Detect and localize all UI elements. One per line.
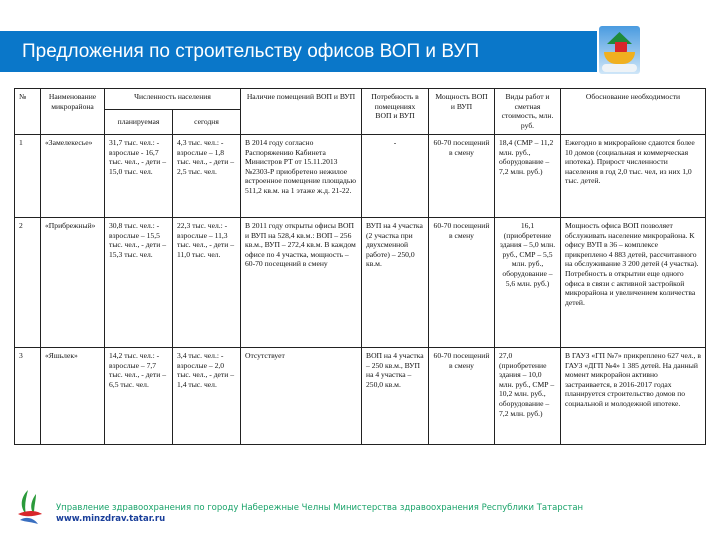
cell-capacity: 60-70 посещений в смену — [429, 135, 495, 218]
proposals-table — [14, 88, 706, 445]
table-row — [15, 348, 706, 445]
cell-need: - — [362, 135, 429, 218]
cell-today: 4,3 тыс. чел.: - взрослые – 1,8 тыс. чел., - дети – 2,5 тыс. чел. — [173, 135, 241, 218]
header-population: Численность населения — [105, 89, 241, 110]
cell-today: 22,3 тыс. чел.: - взрослые – 11,3 тыс. чел., - дети – 11,0 тыс. чел. — [173, 218, 241, 348]
header-capacity: Мощность ВОП и ВУП — [429, 89, 495, 135]
cell-capacity: 60-70 посещений в смену — [429, 348, 495, 445]
cell-premises: В 2011 году открыты офисы ВОП и ВУП на 528,4 кв.м.: ВОП – 256 кв.м., ВУП – 272,4 кв.м. В каждом офисе по 4 участка, мощность – 60-70 посещений в смену — [241, 218, 362, 348]
cell-name: «Прибрежный» — [41, 218, 105, 348]
footer — [56, 503, 583, 525]
cell-planned: 31,7 тыс. чел.: - взрослые - 16,7 тыс. чел., - дети – 15,0 тыс. чел. — [105, 135, 173, 218]
coat-of-arms-logo — [599, 26, 640, 74]
cell-premises: Отсутствует — [241, 348, 362, 445]
header-works: Виды работ и сметная стоимость, млн. руб. — [495, 89, 561, 135]
cell-name: «Замелекесье» — [41, 135, 105, 218]
cell-justification: В ГАУЗ «ГП №7» прикреплено 627 чел., в ГАУЗ «ДГП №4» 1 385 детей. На данный момент микрорайон активно застраивается, в 2016-2017 годах планируется строительство домов по социальной и молодежной ипотеке. — [561, 348, 706, 445]
cell-works: 27,0 (приобретение здания – 10,0 млн. руб., СМР – 10,2 млн. руб., оборудование – 7,2 млн. руб.) — [495, 348, 561, 445]
page-title: Предложения по строительству офисов ВОП и ВУП — [0, 31, 597, 72]
cell-name: «Яшьлек» — [41, 348, 105, 445]
header-premises: Наличие помещений ВОП и ВУП — [241, 89, 362, 135]
cell-need: ВУП на 4 участка (2 участка при двухсменной работе) – 250,0 кв.м. — [362, 218, 429, 348]
cell-need: ВОП на 4 участка – 250 кв.м., ВУП на 4 участка – 250,0 кв.м. — [362, 348, 429, 445]
header-row — [15, 89, 706, 110]
cell-justification: Мощность офиса ВОП позволяет обслуживать население микрорайона. К офису ВУП в 36 – комплексе прикреплено 4 883 детей, рассчитанного на обслуживание 3 200 детей (4 участка). Потребность в открытии еще одного офиса в связи с активной застройкой микрорайона и увеличением количества детей. — [561, 218, 706, 348]
cell-works: 18,4 (СМР – 11,2 млн. руб., оборудование – 7,2 млн. руб.) — [495, 135, 561, 218]
cell-num: 2 — [15, 218, 41, 348]
footer-organization: Управление здравоохранения по городу Набережные Челны Министерства здравоохранения Республики Татарстан — [56, 503, 584, 513]
header-name: Наименование микрорайона — [41, 89, 105, 135]
cell-capacity: 60-70 посещений в смену — [429, 218, 495, 348]
ministry-logo-icon — [14, 488, 44, 530]
cell-justification: Ежегодно в микрорайоне сдаются более 10 домов (социальная и коммерческая ипотека). Прирост численности населения в год 2,0 тыс. чел, из них 1,0 тыс. детей. — [561, 135, 706, 218]
header-num: № — [15, 89, 41, 135]
cell-works: 16,1 (приобретение здания – 5,0 млн. руб., СМР – 5,5 млн. руб., оборудование – 5,6 млн. руб.) — [495, 218, 561, 348]
cell-num: 3 — [15, 348, 41, 445]
cell-num: 1 — [15, 135, 41, 218]
cell-planned: 30,8 тыс. чел.: - взрослые – 15,5 тыс. чел., - дети – 15,3 тыс. чел. — [105, 218, 173, 348]
cell-today: 3,4 тыс. чел.: - взрослые – 2,0 тыс. чел., - дети – 1,4 тыс. чел. — [173, 348, 241, 445]
header-today: сегодня — [173, 110, 241, 135]
table-row — [15, 135, 706, 218]
header-need: Потребность в помещениях ВОП и ВУП — [362, 89, 429, 135]
table-row — [15, 218, 706, 348]
header-justification: Обоснование необходимости — [561, 89, 706, 135]
cell-planned: 14,2 тыс. чел.: - взрослые – 7,7 тыс. чел., - дети – 6,5 тыс. чел. — [105, 348, 173, 445]
header-planned: планируемая — [105, 110, 173, 135]
footer-url-link[interactable]: www.minzdrav.tatar.ru — [56, 514, 166, 524]
cell-premises: В 2014 году согласно Распоряжению Кабинета Министров РТ от 15.11.2013 №2303-Р приобретено нежилое встроенное помещение площадью 511,2 кв.м. на 1 этаже ж.д. 21-22. — [241, 135, 362, 218]
